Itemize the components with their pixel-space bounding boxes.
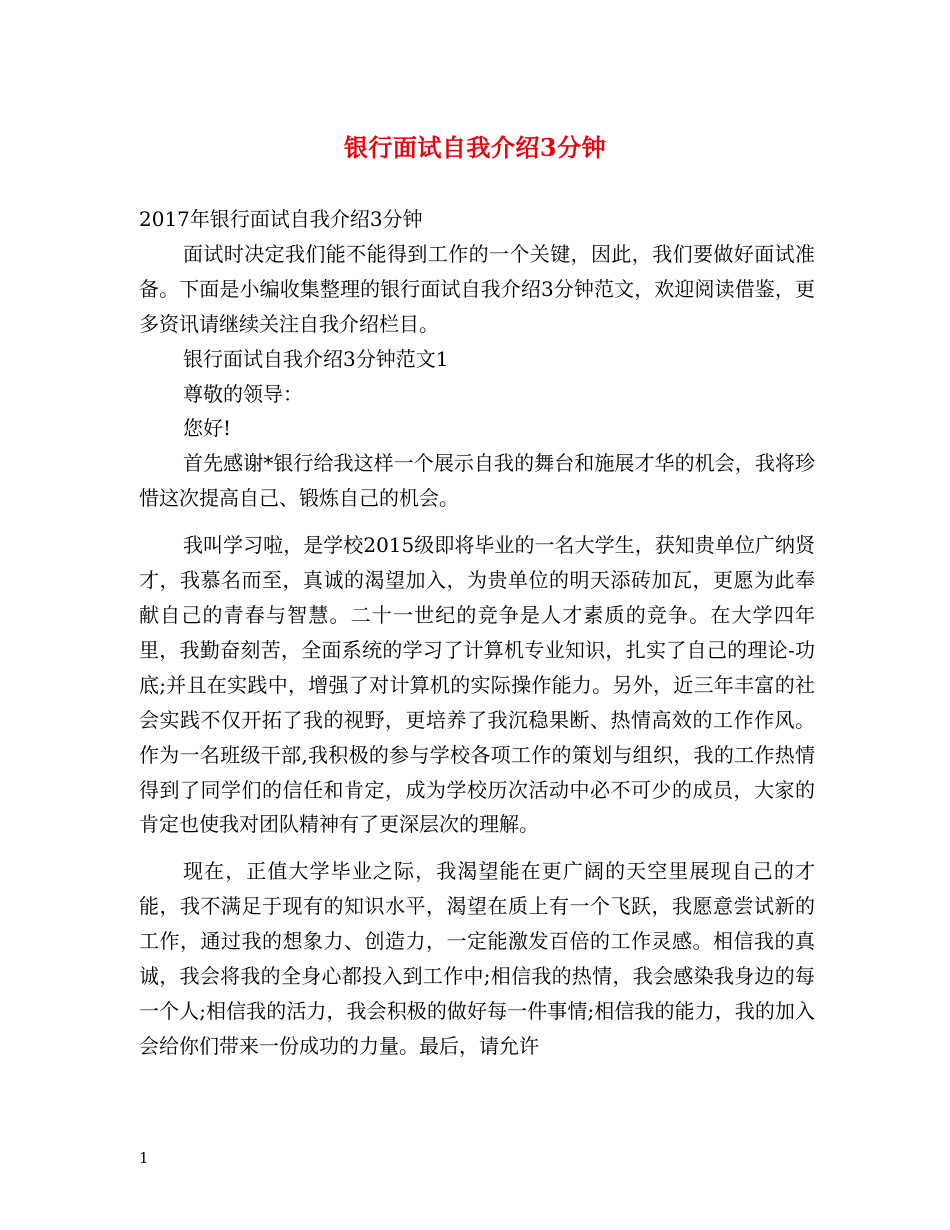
document-body <box>139 202 815 1064</box>
paragraph-self-introduction: 我叫学习啦，是学校2015级即将毕业的一名大学生，获知贵单位广纳贤才，我慕名而至，真诚的渴望加入，为贵单位的明天添砖加瓦，更愿为此奉献自己的青春与智慧。二十一世纪的竞争是人才素质的竞争。在大学四年里，我勤奋刻苦，全面系统的学习了计算机专业知识，扎实了自己的理论-功底;并且在实践中，增强了对计算机的实际操作能力。另外，近三年丰富的社会实践不仅开拓了我的视野，更培养了我沉稳果断、热情高效的工作作风。作为一名班级干部,我积极的参与学校各项工作的策划与组织，我的工作热情得到了同学们的信任和肯定，成为学校历次活动中必不可少的成员，大家的肯定也使我对团队精神有了更深层次的理解。 <box>139 533 815 837</box>
greeting: 您好! <box>183 416 232 441</box>
document-title: 银行面试自我介绍3分钟 <box>343 133 607 162</box>
page-number: 1 <box>139 1149 149 1167</box>
paragraph-aspiration: 现在，正值大学毕业之际，我渴望能在更广阔的天空里展现自己的才能，我不满足于现有的知识水平，渴望在质上有一个飞跃，我愿意尝试新的工作，通过我的想象力、创造力，一定能激发百倍的工作灵感。相信我的真诚，我会将我的全身心都投入到工作中;相信我的热情，我会感染我身边的每一个人;相信我的活力，我会积极的做好每一件事情;相信我的能力，我的加入会给你们带来一份成功的力量。最后，请允许 <box>139 859 815 1058</box>
paragraph-thanks: 首先感谢*银行给我这样一个展示自我的舞台和施展才华的机会，我将珍惜这次提高自己、锻炼自己的机会。 <box>139 451 815 511</box>
salutation: 尊敬的领导： <box>183 381 303 406</box>
sample-title: 银行面试自我介绍3分钟范文1 <box>183 346 449 371</box>
intro-paragraph: 面试时决定我们能不能得到工作的一个关键，因此，我们要做好面试准备。下面是小编收集整理的银行面试自我介绍3分钟范文，欢迎阅读借鉴，更多资讯请继续关注自我介绍栏目。 <box>139 241 815 336</box>
document-heading: 2017年银行面试自我介绍3分钟 <box>139 207 423 231</box>
